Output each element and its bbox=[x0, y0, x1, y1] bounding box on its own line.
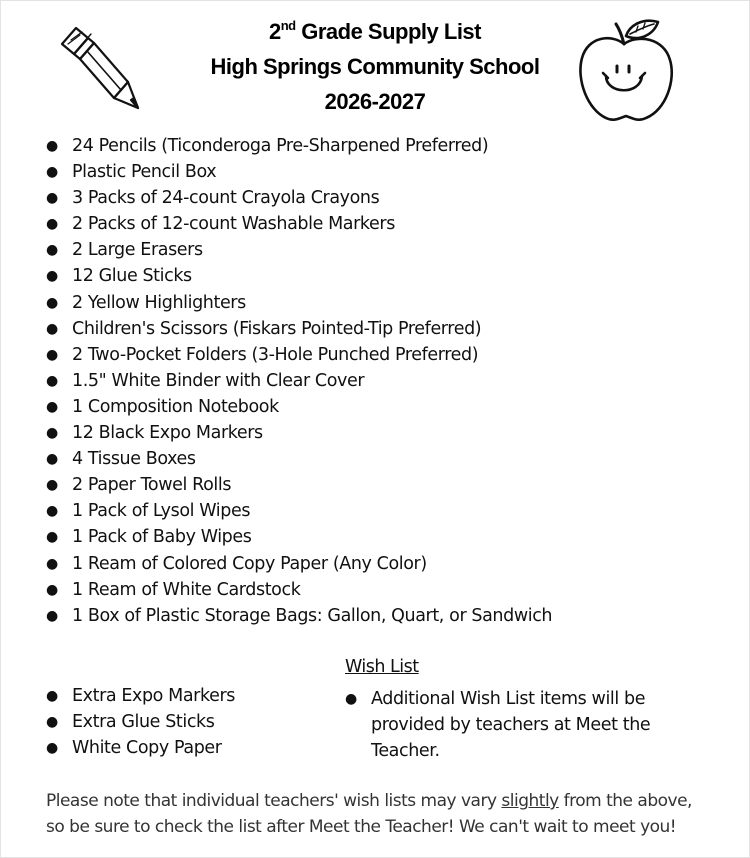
emphasis-word: slightly bbox=[501, 791, 559, 811]
bullet-icon: ● bbox=[46, 607, 58, 624]
wish-list-note: ● Additional Wish List items will be provided by teachers at Meet the Teacher. bbox=[343, 686, 661, 764]
bullet-icon: ● bbox=[46, 216, 58, 233]
bullet-icon: ● bbox=[46, 242, 58, 259]
supply-item: ● 3 Packs of 24-count Crayola Crayons bbox=[44, 185, 552, 211]
supply-item: ● 2 Two-Pocket Folders (3-Hole Punched Preferred) bbox=[44, 342, 552, 368]
bullet-icon: ● bbox=[46, 581, 58, 598]
supply-item: ● 12 Black Expo Markers bbox=[44, 420, 552, 446]
wish-list-note-list bbox=[343, 686, 661, 764]
wish-list-title: Wish List bbox=[345, 657, 419, 677]
bullet-icon: ● bbox=[46, 714, 58, 731]
bullet-icon: ● bbox=[46, 740, 58, 757]
bullet-icon: ● bbox=[46, 164, 58, 181]
bullet-icon: ● bbox=[345, 691, 357, 707]
bullet-icon: ● bbox=[46, 503, 58, 520]
supply-item: ● 2 Large Erasers bbox=[44, 237, 552, 263]
school-year: 2026-2027 bbox=[324, 89, 426, 114]
bullet-icon: ● bbox=[46, 320, 58, 337]
wish-list-item: ● Extra Expo Markers bbox=[44, 683, 235, 709]
page-header bbox=[150, 14, 600, 119]
supply-item: ● 1 Box of Plastic Storage Bags: Gallon, Quart, or Sandwich bbox=[44, 603, 552, 629]
bullet-icon: ● bbox=[46, 425, 58, 442]
bullet-icon: ● bbox=[46, 346, 58, 363]
supply-item: ● 2 Paper Towel Rolls bbox=[44, 472, 552, 498]
smiling-apple-icon bbox=[574, 14, 678, 126]
pencil-icon bbox=[58, 20, 142, 112]
supply-item: ● Plastic Pencil Box bbox=[44, 159, 552, 185]
bullet-icon: ● bbox=[46, 190, 58, 207]
supply-item: ● Children's Scissors (Fiskars Pointed-Tip Preferred) bbox=[44, 316, 552, 342]
bullet-icon: ● bbox=[46, 688, 58, 704]
supply-item: ● 2 Yellow Highlighters bbox=[44, 290, 552, 316]
supply-item: ● 12 Glue Sticks bbox=[44, 263, 552, 289]
bullet-icon: ● bbox=[46, 555, 58, 572]
supply-item: ● 4 Tissue Boxes bbox=[44, 446, 552, 472]
supply-item: ● 1 Pack of Lysol Wipes bbox=[44, 498, 552, 524]
supply-item: ● 1 Ream of Colored Copy Paper (Any Color) bbox=[44, 551, 552, 577]
supply-item: ● 1 Pack of Baby Wipes bbox=[44, 524, 552, 550]
grade-title: 2nd Grade Supply List bbox=[268, 18, 481, 44]
bullet-icon: ● bbox=[46, 138, 58, 154]
supply-item: ● 1.5" White Binder with Clear Cover bbox=[44, 368, 552, 394]
bullet-icon: ● bbox=[46, 451, 58, 468]
bullet-icon: ● bbox=[46, 268, 58, 285]
supply-item: ● 1 Ream of White Cardstock bbox=[44, 577, 552, 603]
supply-list bbox=[44, 133, 552, 629]
bullet-icon: ● bbox=[46, 372, 58, 389]
wish-list-item: ● Extra Glue Sticks bbox=[44, 709, 235, 735]
footer-note: Please note that individual teachers' wish lists may vary slightly from the above, so be sure to check the list after Meet the Teacher! We can't wait to meet you! bbox=[46, 791, 692, 837]
bullet-icon: ● bbox=[46, 294, 58, 311]
bullet-icon: ● bbox=[46, 477, 58, 494]
bullet-icon: ● bbox=[46, 529, 58, 546]
bullet-icon: ● bbox=[46, 398, 58, 415]
school-name: High Springs Community School bbox=[210, 54, 540, 79]
supply-item: ● 1 Composition Notebook bbox=[44, 394, 552, 420]
wish-list-items bbox=[44, 683, 235, 761]
supply-item: ● 24 Pencils (Ticonderoga Pre-Sharpened Preferred) bbox=[44, 133, 552, 159]
wish-list-item: ● White Copy Paper bbox=[44, 735, 235, 761]
supply-item: ● 2 Packs of 12-count Washable Markers bbox=[44, 211, 552, 237]
